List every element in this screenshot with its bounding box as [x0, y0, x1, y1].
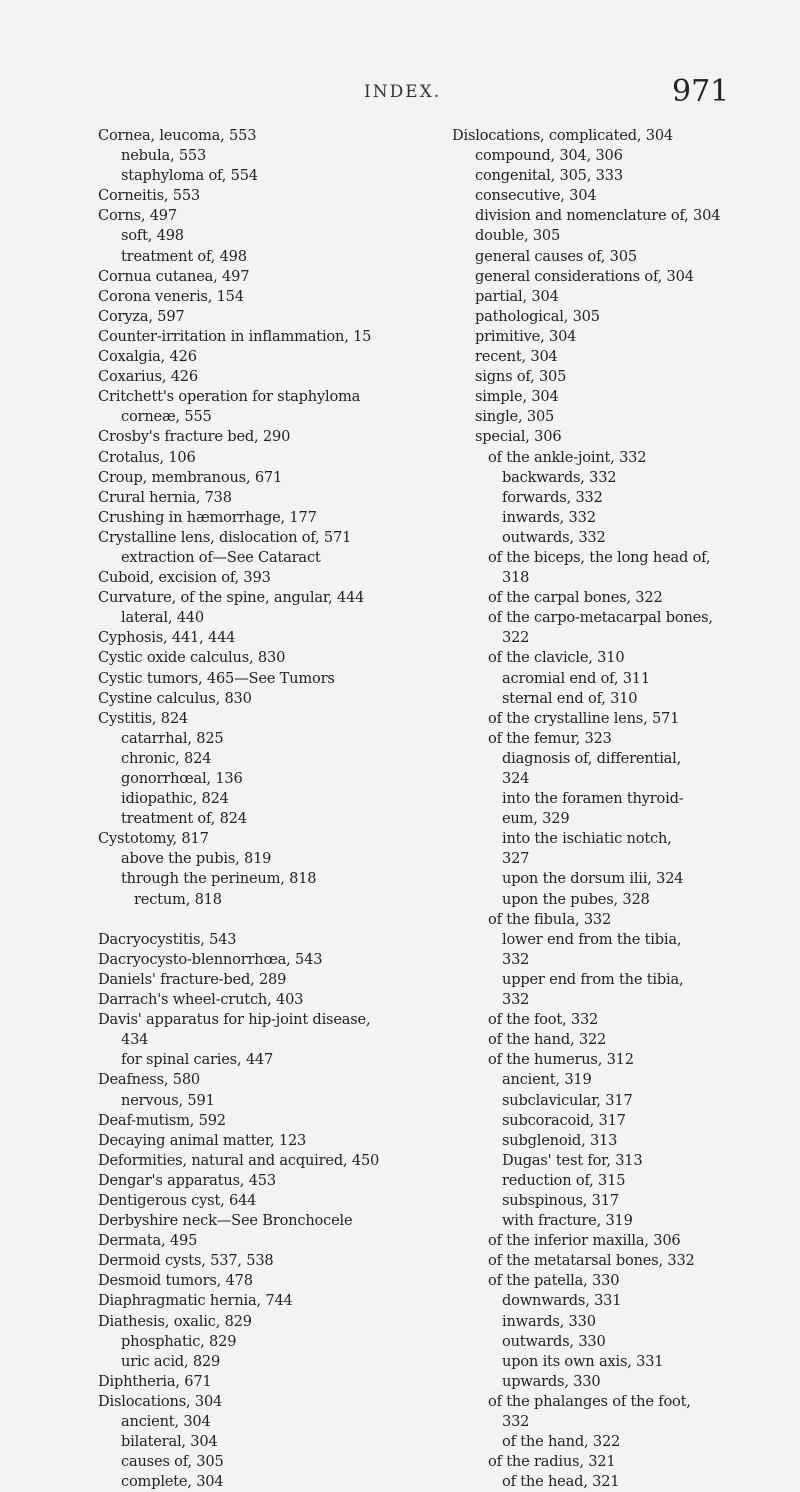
index-subentry: single, 305: [475, 408, 555, 426]
index-subentry: of the hand, 322: [502, 1433, 621, 1451]
index-subentry: 318: [502, 569, 530, 587]
index-entry: Daniels' fracture-bed, 289: [98, 970, 287, 988]
index-subentry: 327: [502, 850, 530, 868]
index-subentry: downwards, 331: [502, 1292, 622, 1310]
page-number: 971: [672, 74, 730, 109]
index-subentry: diagnosis of, differential,: [502, 749, 682, 767]
index-subentry: of the patella, 330: [488, 1272, 620, 1290]
index-subentry: subcoracoid, 317: [502, 1111, 626, 1129]
index-entry: Crural hernia, 738: [98, 488, 232, 506]
index-subentry: division and nomenclature of, 304: [475, 207, 721, 225]
index-subentry: of the radius, 321: [488, 1453, 616, 1471]
index-entry: Corona veneris, 154: [98, 287, 244, 305]
index-entry: Coryza, 597: [98, 307, 185, 325]
section-spacer: [98, 910, 450, 930]
index-subentry: for spinal caries, 447: [121, 1051, 274, 1069]
index-entry: Dermoid cysts, 537, 538: [98, 1252, 274, 1270]
index-subentry: of the head, 321: [502, 1473, 620, 1491]
index-subentry: idiopathic, 824: [121, 790, 229, 808]
index-subentry: upon its own axis, 331: [502, 1352, 664, 1370]
index-entry: Desmoid tumors, 478: [98, 1272, 253, 1290]
index-entry: Cyphosis, 441, 444: [98, 629, 236, 647]
index-entry: Diaphragmatic hernia, 744: [98, 1292, 293, 1310]
index-subentry: inwards, 332: [502, 508, 596, 526]
index-subentry: soft, 498: [121, 227, 184, 245]
index-subentry: Dugas' test for, 313: [502, 1151, 643, 1169]
index-entry: Cornea, leucoma, 553: [98, 127, 257, 144]
index-subentry: treatment of, 824: [121, 810, 247, 828]
index-subentry: of the clavicle, 310: [488, 649, 625, 667]
index-subentry: of the biceps, the long head of,: [488, 548, 711, 566]
index-entry: Dislocations, complicated, 304: [452, 127, 673, 144]
index-subentry: sternal end of, 310: [502, 689, 638, 707]
index-subentry: partial, 304: [475, 287, 559, 305]
index-subentry: reduction of, 315: [502, 1171, 626, 1189]
index-entry: Curvature, of the spine, angular, 444: [98, 589, 365, 607]
index-entry: Deformities, natural and acquired, 450: [98, 1151, 380, 1169]
index-entry: Diphtheria, 671: [98, 1372, 212, 1390]
index-subentry: subglenoid, 313: [502, 1131, 618, 1149]
index-subentry: compound, 304, 306: [475, 147, 623, 165]
index-subentry: upwards, 330: [502, 1372, 601, 1390]
index-subentry: 332: [502, 991, 530, 1009]
index-entry: Corneitis, 553: [98, 187, 200, 205]
index-subentry: upon the pubes, 328: [502, 890, 650, 908]
index-subentry: of the carpal bones, 322: [488, 589, 663, 607]
index-entry: Coxalgia, 426: [98, 348, 197, 366]
index-subentry: recent, 304: [475, 348, 558, 366]
index-subentry: staphyloma of, 554: [121, 167, 258, 185]
index-subentry: gonorrhœal, 136: [121, 770, 243, 787]
index-subentry: special, 306: [475, 428, 562, 446]
index-subentry: treatment of, 498: [121, 247, 247, 265]
index-entry: Deafness, 580: [98, 1071, 200, 1089]
index-subentry: 332: [502, 950, 530, 968]
index-subentry: outwards, 332: [502, 528, 606, 546]
index-subentry: lateral, 440: [121, 609, 204, 627]
index-subentry: 322: [502, 629, 530, 647]
index-subentry: double, 305: [475, 227, 561, 245]
index-subentry: general causes of, 305: [475, 247, 637, 265]
index-entry: Decaying animal matter, 123: [98, 1131, 307, 1149]
index-entry: Dacryocysto-blennorrhœa, 543: [98, 950, 323, 968]
index-subentry: backwards, 332: [502, 468, 617, 486]
index-entry: Cornua cutanea, 497: [98, 267, 250, 285]
index-entry: Cuboid, excision of, 393: [98, 569, 271, 587]
index-entry: Croup, membranous, 671: [98, 468, 283, 486]
index-subentry: outwards, 330: [502, 1332, 606, 1350]
index-subentry: inwards, 330: [502, 1312, 596, 1330]
index-subentry: through the perineum, 818: [121, 870, 317, 888]
index-subentry: into the ischiatic notch,: [502, 830, 672, 848]
index-subentry: chronic, 824: [121, 749, 212, 767]
index-subentry: complete, 304: [121, 1473, 224, 1491]
index-column-left: [98, 126, 450, 1492]
index-subentry: upper end from the tibia,: [502, 970, 684, 988]
index-entry: Coxarius, 426: [98, 368, 198, 386]
index-subentry: into the foramen thyroid-: [502, 790, 684, 808]
index-entry: Darrach's wheel-crutch, 403: [98, 991, 304, 1009]
index-entry: Davis' apparatus for hip-joint disease,: [98, 1011, 371, 1029]
index-subentry: catarrhal, 825: [121, 729, 224, 747]
index-entry: Derbyshire neck—See Bronchocele: [98, 1212, 353, 1230]
index-subentry: signs of, 305: [475, 368, 567, 386]
index-subentry: uric acid, 829: [121, 1352, 221, 1370]
index-subentry: of the hand, 322: [488, 1031, 607, 1049]
index-entry: Crosby's fracture bed, 290: [98, 428, 291, 446]
index-subentry: 324: [502, 770, 530, 787]
index-column-right: [452, 126, 752, 1492]
index-subentry: eum, 329: [502, 810, 570, 828]
index-subentry: simple, 304: [475, 388, 559, 406]
index-entry: Counter-irritation in inflammation, 15: [98, 327, 372, 345]
index-entry: Diathesis, oxalic, 829: [98, 1312, 252, 1330]
index-subentry: of the inferior maxilla, 306: [488, 1232, 681, 1250]
index-entry: Cystotomy, 817: [98, 830, 209, 848]
index-subentry: 434: [121, 1031, 149, 1049]
index-subentry: bilateral, 304: [121, 1433, 218, 1451]
running-head: INDEX.: [364, 82, 442, 102]
index-subentry: of the crystalline lens, 571: [488, 709, 680, 727]
index-subentry: acromial end of, 311: [502, 669, 650, 687]
index-subentry: of the metatarsal bones, 332: [488, 1252, 695, 1270]
index-subentry: subclavicular, 317: [502, 1091, 633, 1109]
index-subentry: congenital, 305, 333: [475, 167, 623, 185]
index-subentry: above the pubis, 819: [121, 850, 272, 868]
index-entry: Corns, 497: [98, 207, 177, 225]
index-subentry: consecutive, 304: [475, 187, 597, 205]
index-subentry: ancient, 319: [502, 1071, 592, 1089]
index-subentry: rectum, 818: [134, 890, 222, 908]
index-subentry: of the phalanges of the foot,: [488, 1392, 691, 1410]
index-subentry: causes of, 305: [121, 1453, 224, 1471]
index-entry: Dengar's apparatus, 453: [98, 1171, 276, 1189]
index-entry: Crotalus, 106: [98, 448, 196, 466]
index-subentry: nervous, 591: [121, 1091, 215, 1109]
index-subentry: of the fibula, 332: [488, 910, 612, 928]
index-entry: Crystalline lens, dislocation of, 571: [98, 528, 352, 546]
index-entry: Critchett's operation for staphyloma: [98, 388, 361, 406]
index-subentry: of the femur, 323: [488, 729, 612, 747]
index-subentry: with fracture, 319: [502, 1212, 633, 1230]
index-entry: Cystic oxide calculus, 830: [98, 649, 286, 667]
index-subentry: pathological, 305: [475, 307, 600, 325]
index-subentry: corneæ, 555: [121, 408, 212, 426]
index-entry: Crushing in hæmorrhage, 177: [98, 508, 317, 526]
index-entry: Dermata, 495: [98, 1232, 198, 1250]
index-subentry: general considerations of, 304: [475, 267, 694, 285]
index-subentry: subspinous, 317: [502, 1191, 619, 1209]
index-subentry: ancient, 304: [121, 1413, 211, 1430]
page-header: [0, 74, 800, 114]
index-subentry: forwards, 332: [502, 488, 603, 506]
index-entry: Cystine calculus, 830: [98, 689, 252, 707]
index-subentry: of the humerus, 312: [488, 1051, 634, 1069]
index-subentry: primitive, 304: [475, 327, 577, 345]
index-subentry: lower end from the tibia,: [502, 930, 682, 948]
index-entry: Dacryocystitis, 543: [98, 930, 237, 948]
index-entry: Cystic tumors, 465—See Tumors: [98, 669, 335, 687]
index-subentry: phosphatic, 829: [121, 1332, 237, 1350]
index-subentry: of the ankle-joint, 332: [488, 448, 647, 466]
index-entry: Deaf-mutism, 592: [98, 1111, 226, 1129]
index-entry: Dentigerous cyst, 644: [98, 1191, 257, 1209]
index-subentry: upon the dorsum ilii, 324: [502, 870, 684, 888]
index-subentry: extraction of—See Cataract: [121, 548, 321, 566]
index-entry: Dislocations, 304: [98, 1392, 223, 1410]
index-subentry: of the carpo-metacarpal bones,: [488, 609, 713, 627]
index-subentry: 332: [502, 1413, 530, 1430]
index-entry: Cystitis, 824: [98, 709, 188, 727]
index-subentry: nebula, 553: [121, 147, 207, 165]
index-subentry: of the foot, 332: [488, 1011, 599, 1029]
